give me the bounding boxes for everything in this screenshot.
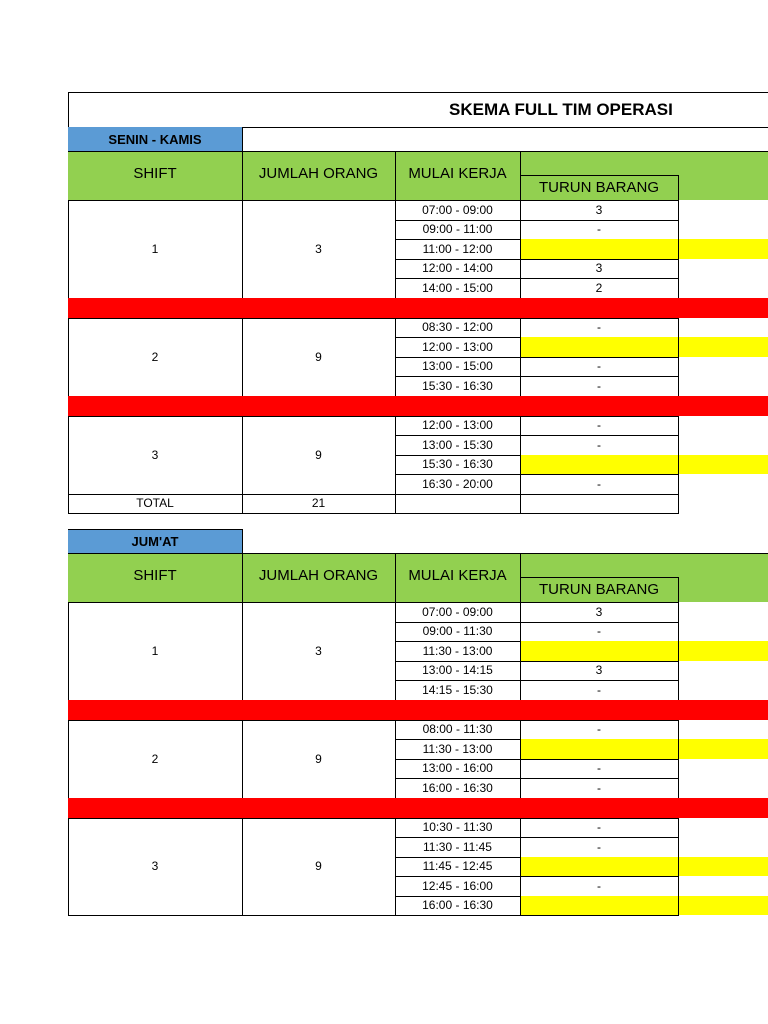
col-border	[678, 200, 679, 298]
highlight-row	[520, 739, 768, 759]
header-jumlah-orang: JUMLAH ORANG	[258, 567, 379, 584]
time-cell: 10:30 - 11:30	[422, 820, 493, 835]
shift-number: 2	[151, 751, 159, 766]
turun-cell: -	[597, 476, 601, 491]
highlight-row	[520, 239, 768, 259]
turun-cell: -	[597, 878, 601, 893]
header-shift: SHIFT	[133, 165, 177, 182]
day-border-top	[68, 529, 243, 530]
total-border	[242, 494, 243, 514]
turun-cell: -	[597, 418, 601, 433]
time-cell: 12:00 - 13:00	[422, 339, 493, 354]
time-cell: 07:00 - 09:00	[422, 202, 493, 217]
col-border	[395, 318, 396, 396]
col-border	[68, 200, 69, 298]
turun-cell: -	[597, 761, 601, 776]
time-cell: 13:00 - 16:00	[422, 761, 493, 776]
shift-number: 2	[151, 349, 159, 364]
jumlah-orang: 3	[315, 241, 322, 256]
col-border	[520, 720, 521, 798]
highlight-row	[520, 896, 768, 916]
col-border	[395, 720, 396, 798]
time-cell: 09:00 - 11:30	[422, 624, 493, 639]
col-border	[242, 602, 243, 700]
time-cell: 14:00 - 15:00	[422, 280, 493, 295]
turun-cell: -	[597, 820, 601, 835]
turun-cell: 2	[595, 280, 603, 295]
time-cell: 13:00 - 14:15	[422, 663, 493, 678]
day-label: JUM'AT	[131, 533, 179, 549]
time-cell: 11:30 - 13:00	[422, 643, 493, 658]
break-separator	[68, 396, 768, 416]
time-cell: 08:30 - 12:00	[422, 320, 493, 335]
header-turun-barang: TURUN BARANG	[538, 581, 659, 598]
time-cell: 12:00 - 13:00	[422, 418, 493, 433]
total-border	[678, 494, 679, 514]
col-border	[242, 200, 243, 298]
break-separator	[68, 298, 768, 318]
time-cell: 16:00 - 16:30	[422, 780, 493, 795]
col-border	[242, 720, 243, 798]
col-border	[242, 318, 243, 396]
header-shift: SHIFT	[133, 567, 177, 584]
shift-number: 3	[151, 447, 159, 462]
shift-number: 1	[151, 241, 159, 256]
time-cell: 15:30 - 16:30	[422, 378, 493, 393]
turun-cell: -	[597, 624, 601, 639]
col-border	[520, 602, 521, 700]
turun-cell: -	[597, 682, 601, 697]
header-divider	[395, 151, 396, 200]
break-separator	[68, 798, 768, 818]
time-cell: 11:30 - 11:45	[423, 839, 492, 854]
turun-cell: 3	[595, 663, 603, 678]
col-border	[395, 416, 396, 494]
title-border-left	[68, 92, 69, 127]
turun-cell: 3	[595, 261, 603, 276]
turun-cell: -	[597, 780, 601, 795]
highlight-row	[520, 857, 768, 877]
time-cell: 13:00 - 15:00	[422, 359, 493, 374]
col-border	[68, 318, 69, 396]
header-jumlah-orang: JUMLAH ORANG	[258, 165, 379, 182]
total-label: TOTAL	[136, 496, 174, 511]
jumlah-orang: 9	[315, 859, 322, 874]
col-border	[678, 818, 679, 916]
header-mulai-kerja: MULAI KERJA	[408, 165, 507, 182]
total-border	[68, 494, 69, 514]
col-border	[395, 602, 396, 700]
time-cell: 13:00 - 15:30	[422, 437, 493, 452]
total-border	[520, 494, 521, 514]
header-divider	[395, 553, 396, 602]
header-divider	[242, 553, 243, 602]
col-border	[242, 818, 243, 916]
col-border	[395, 200, 396, 298]
jumlah-orang: 3	[315, 643, 322, 658]
day-label: SENIN - KAMIS	[108, 131, 202, 147]
turun-cell: -	[597, 839, 601, 854]
col-border	[520, 416, 521, 494]
header-turun-barang: TURUN BARANG	[538, 179, 659, 196]
time-cell: 09:00 - 11:00	[422, 222, 493, 237]
col-border	[68, 720, 69, 798]
col-border	[520, 818, 521, 916]
time-cell: 11:30 - 13:00	[422, 741, 493, 756]
turun-cell: -	[597, 722, 601, 737]
total-value: 21	[311, 496, 326, 511]
header-divider	[520, 553, 521, 602]
turun-cell: 3	[595, 604, 603, 619]
group-border-bottom	[68, 915, 679, 916]
header-divider	[520, 151, 521, 200]
time-cell: 15:30 - 16:30	[422, 457, 493, 472]
total-border-bottom	[68, 513, 679, 514]
turun-cell: 3	[595, 202, 603, 217]
shift-number: 1	[151, 643, 159, 658]
turun-header-border-right	[678, 175, 679, 200]
jumlah-orang: 9	[315, 751, 322, 766]
col-border	[678, 720, 679, 798]
turun-cell: -	[597, 222, 601, 237]
time-cell: 16:30 - 20:00	[422, 476, 493, 491]
turun-cell: -	[597, 359, 601, 374]
time-cell: 12:45 - 16:00	[422, 878, 493, 893]
col-border	[520, 318, 521, 396]
col-border	[678, 318, 679, 396]
jumlah-orang: 9	[315, 447, 322, 462]
total-border	[395, 494, 396, 514]
turun-header-border-right	[678, 577, 679, 602]
col-border	[68, 602, 69, 700]
jumlah-orang: 9	[315, 349, 322, 364]
time-cell: 12:00 - 14:00	[422, 261, 493, 276]
header-divider	[242, 151, 243, 200]
time-cell: 14:15 - 15:30	[422, 682, 493, 697]
time-cell: 16:00 - 16:30	[422, 898, 493, 913]
turun-cell: -	[597, 437, 601, 452]
col-border	[520, 200, 521, 298]
header-mulai-kerja: MULAI KERJA	[408, 567, 507, 584]
day-border-right	[242, 529, 243, 553]
col-border	[395, 818, 396, 916]
time-cell: 07:00 - 09:00	[422, 604, 493, 619]
turun-cell: -	[597, 320, 601, 335]
col-border	[68, 818, 69, 916]
day-border-right	[242, 127, 243, 151]
shift-number: 3	[151, 859, 159, 874]
time-cell: 11:45 - 12:45	[422, 859, 493, 874]
col-border	[678, 602, 679, 700]
highlight-row	[520, 455, 768, 475]
col-border	[242, 416, 243, 494]
col-border	[678, 416, 679, 494]
highlight-row	[520, 641, 768, 661]
break-separator	[68, 700, 768, 720]
highlight-row	[520, 337, 768, 357]
time-cell: 11:00 - 12:00	[422, 241, 493, 256]
time-cell: 08:00 - 11:30	[422, 722, 493, 737]
page-title: SKEMA FULL TIM OPERASI	[449, 100, 673, 119]
turun-cell: -	[597, 378, 601, 393]
col-border	[68, 416, 69, 494]
